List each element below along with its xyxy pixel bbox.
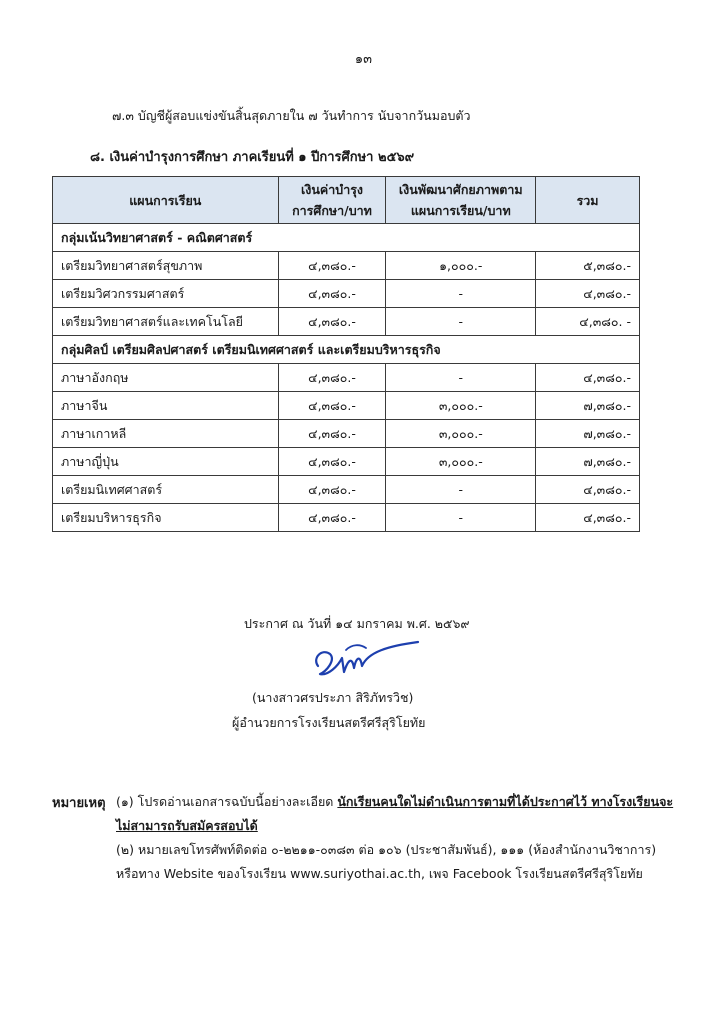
dev-value: - bbox=[386, 364, 536, 392]
dev-value: ๓,๐๐๐.- bbox=[386, 420, 536, 448]
plan-name: ภาษาอังกฤษ bbox=[53, 364, 279, 392]
announcement-date: ประกาศ ณ วันที่ ๑๔ มกราคม พ.ศ. ๒๕๖๙ bbox=[244, 616, 470, 631]
fee-value: ๔,๓๘๐.- bbox=[278, 364, 386, 392]
total-value: ๗,๓๘๐.- bbox=[536, 420, 640, 448]
dev-value: ๓,๐๐๐.- bbox=[386, 448, 536, 476]
total-value: ๔,๓๘๐. - bbox=[536, 308, 640, 336]
fee-value: ๔,๓๘๐.- bbox=[278, 308, 386, 336]
fee-value: ๔,๓๘๐.- bbox=[278, 392, 386, 420]
group-science-math: กลุ่มเน้นวิทยาศาสตร์ - คณิตศาสตร์ bbox=[53, 224, 640, 252]
header-development-fee bbox=[386, 177, 536, 224]
plan-name: เตรียมวิศวกรรมศาสตร์ bbox=[53, 280, 279, 308]
header-fee-line2: การศึกษา/บาท bbox=[292, 203, 372, 218]
plan-name: ภาษาญี่ปุ่น bbox=[53, 448, 279, 476]
signatory-name: (นางสาวศรประภา สิริภัทรวิช) bbox=[252, 690, 414, 705]
table-row bbox=[53, 364, 640, 392]
total-value: ๔,๓๘๐.- bbox=[536, 364, 640, 392]
table-row bbox=[53, 476, 640, 504]
header-dev-line2: แผนการเรียน/บาท bbox=[410, 203, 511, 218]
signatory-position: ผู้อำนวยการโรงเรียนสตรีศรีสุริโยทัย bbox=[232, 715, 426, 730]
header-fee bbox=[278, 177, 386, 224]
fee-value: ๔,๓๘๐.- bbox=[278, 448, 386, 476]
fee-value: ๔,๓๘๐.- bbox=[278, 504, 386, 532]
dev-value: - bbox=[386, 280, 536, 308]
table-row bbox=[53, 280, 640, 308]
fee-value: ๔,๓๘๐.- bbox=[278, 476, 386, 504]
total-value: ๔,๓๘๐.- bbox=[536, 476, 640, 504]
note-2: (๒) หมายเลขโทรศัพท์ติดต่อ ๐-๒๒๑๑-๐๓๘๓ ต่อ ๑๐๖ (ประชาสัมพันธ์), ๑๑๑ (ห้องสำนักงานวิชาการ) bbox=[116, 842, 657, 857]
group-row bbox=[53, 224, 640, 252]
header-total: รวม bbox=[536, 177, 640, 224]
group-row bbox=[53, 336, 640, 364]
total-value: ๔,๓๘๐.- bbox=[536, 280, 640, 308]
total-value: ๕,๓๘๐.- bbox=[536, 252, 640, 280]
table-row bbox=[53, 308, 640, 336]
fee-value: ๔,๓๘๐.- bbox=[278, 280, 386, 308]
table-row bbox=[53, 252, 640, 280]
dev-value: ๑,๐๐๐.- bbox=[386, 252, 536, 280]
table-header-row bbox=[53, 177, 640, 224]
dev-value: - bbox=[386, 476, 536, 504]
signature bbox=[308, 636, 428, 682]
total-value: ๗,๓๘๐.- bbox=[536, 448, 640, 476]
tuition-fee-table bbox=[52, 176, 640, 532]
item-7-3-text: ๗.๓ บัญชีผู้สอบแข่งขันสิ้นสุดภายใน ๗ วันทำการ นับจากวันมอบตัว bbox=[112, 108, 471, 123]
group-arts: กลุ่มศิลป์ เตรียมศิลปศาสตร์ เตรียมนิเทศศาสตร์ และเตรียมบริหารธุรกิจ bbox=[53, 336, 640, 364]
fee-value: ๔,๓๘๐.- bbox=[278, 252, 386, 280]
table-row bbox=[53, 392, 640, 420]
note-1 bbox=[116, 790, 676, 838]
note-label: หมายเหตุ bbox=[52, 796, 106, 811]
header-plan: แผนการเรียน bbox=[53, 177, 279, 224]
table-row bbox=[53, 504, 640, 532]
plan-name: เตรียมนิเทศศาสตร์ bbox=[53, 476, 279, 504]
table-row bbox=[53, 420, 640, 448]
fee-value: ๔,๓๘๐.- bbox=[278, 420, 386, 448]
dev-value: ๓,๐๐๐.- bbox=[386, 392, 536, 420]
table-row bbox=[53, 448, 640, 476]
header-fee-line1: เงินค่าบำรุง bbox=[300, 182, 364, 197]
note-3: หรือทาง Website ของโรงเรียน www.suriyothai.ac.th, เพจ Facebook โรงเรียนสตรีศรีสุริโยทัย bbox=[116, 866, 643, 881]
plan-name: เตรียมบริหารธุรกิจ bbox=[53, 504, 279, 532]
note-1-prefix: (๑) โปรดอ่านเอกสารฉบับนี้อย่างละเอียด bbox=[116, 794, 338, 809]
plan-name: เตรียมวิทยาศาสตร์และเทคโนโลยี bbox=[53, 308, 279, 336]
plan-name: ภาษาจีน bbox=[53, 392, 279, 420]
total-value: ๗,๓๘๐.- bbox=[536, 392, 640, 420]
dev-value: - bbox=[386, 504, 536, 532]
note-1-emphasis: นักเรียนคนใดไม่ดำเนินการตามที่ได้ประกาศไว้ ทางโรงเรียนจะไม่สามารถรับสมัครสอบได้ bbox=[116, 794, 674, 833]
dev-value: - bbox=[386, 308, 536, 336]
plan-name: เตรียมวิทยาศาสตร์สุขภาพ bbox=[53, 252, 279, 280]
total-value: ๔,๓๘๐.- bbox=[536, 504, 640, 532]
section-8-title: ๘. เงินค่าบำรุงการศึกษา ภาคเรียนที่ ๑ ปีการศึกษา ๒๕๖๙ bbox=[90, 150, 415, 165]
page-number: ๑๓ bbox=[354, 52, 373, 67]
plan-name: ภาษาเกาหลี bbox=[53, 420, 279, 448]
header-dev-line1: เงินพัฒนาศักยภาพตาม bbox=[398, 182, 523, 197]
